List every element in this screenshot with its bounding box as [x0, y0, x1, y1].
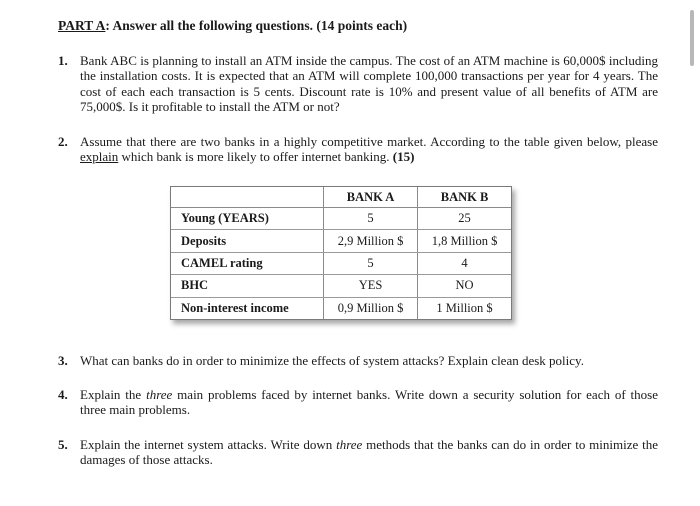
question-text: Bank ABC is planning to install an ATM inside the campus. The cost of an ATM machine is 60,000$ including the installation costs. It is expected that an ATM will complete 100,000 transactions per year for 4 years. The cost of each each transaction is 5 cents. Discount rate is 10% and present value of all benefits of ATM are 75,000$. Is it profitable to install the ATM or not?: [80, 53, 658, 114]
bank-a-value: 5: [324, 252, 418, 274]
question-text-part: Explain the internet system attacks. Write down: [80, 437, 337, 452]
title-text: : Answer all the following questions. (14 points each): [105, 18, 408, 33]
bank-b-value: 1 Million $: [418, 297, 511, 319]
row-label: Non-interest income: [181, 300, 289, 315]
table-row: [171, 252, 511, 274]
question-3: [58, 353, 658, 368]
underlined-word: explain: [80, 149, 119, 165]
italic-word: three: [146, 387, 173, 402]
table-row: [171, 230, 511, 252]
row-label: Deposits: [171, 230, 324, 252]
row-label: CAMEL rating: [171, 252, 324, 274]
page-title: [58, 18, 407, 34]
table-row: [171, 275, 511, 297]
question-text-part: methods that the banks can do in order to minimize the damages of those attacks.: [80, 437, 659, 468]
question-4: [58, 387, 658, 418]
table-header-empty: [171, 187, 324, 208]
points-label: (15): [392, 149, 415, 165]
question-number: 1.: [58, 53, 68, 68]
question-5: [58, 437, 658, 468]
question-1: [58, 53, 658, 114]
question-text: What can banks do in order to minimize the effects of system attacks? Explain clean desk policy.: [80, 353, 584, 368]
question-text-part: Explain the: [80, 387, 147, 402]
table-header-bank-a: BANK A: [324, 187, 418, 208]
question-number: 3.: [58, 353, 68, 368]
question-text: [80, 387, 658, 418]
bank-b-value: NO: [418, 275, 511, 297]
scrollbar[interactable]: [690, 10, 694, 66]
italic-word: three: [336, 437, 363, 452]
row-label: BHC: [171, 275, 324, 297]
bank-b-value: 1,8 Million $: [418, 230, 511, 252]
bank-a-value: 0,9 Million $: [324, 297, 418, 319]
question-number: 2.: [58, 134, 68, 149]
question-number: 4.: [58, 387, 68, 402]
question-2: [58, 134, 658, 165]
bank-a-value: 2,9 Million $: [324, 230, 418, 252]
bank-a-value: 5: [324, 208, 418, 230]
table-row: [171, 297, 511, 319]
question-text: [80, 134, 658, 165]
table-header-bank-b: BANK B: [418, 187, 511, 208]
question-number: 5.: [58, 437, 68, 452]
question-text: [80, 437, 658, 468]
bank-b-value: 4: [418, 252, 511, 274]
question-text-part: main problems faced by internet banks. Write down a security solution for each of those three main problems.: [80, 387, 658, 418]
question-text-part: Assume that there are two banks in a highly competitive market. According to the table given below, please: [80, 134, 658, 149]
question-text-part: which bank is more likely to offer internet banking.: [118, 149, 393, 165]
table-row: [171, 208, 511, 230]
bank-comparison-table: [170, 186, 512, 320]
bank-b-value: 25: [418, 208, 511, 230]
bank-a-value: YES: [324, 275, 418, 297]
part-label: PART A: [58, 18, 106, 33]
row-label: Young (YEARS): [171, 208, 324, 230]
